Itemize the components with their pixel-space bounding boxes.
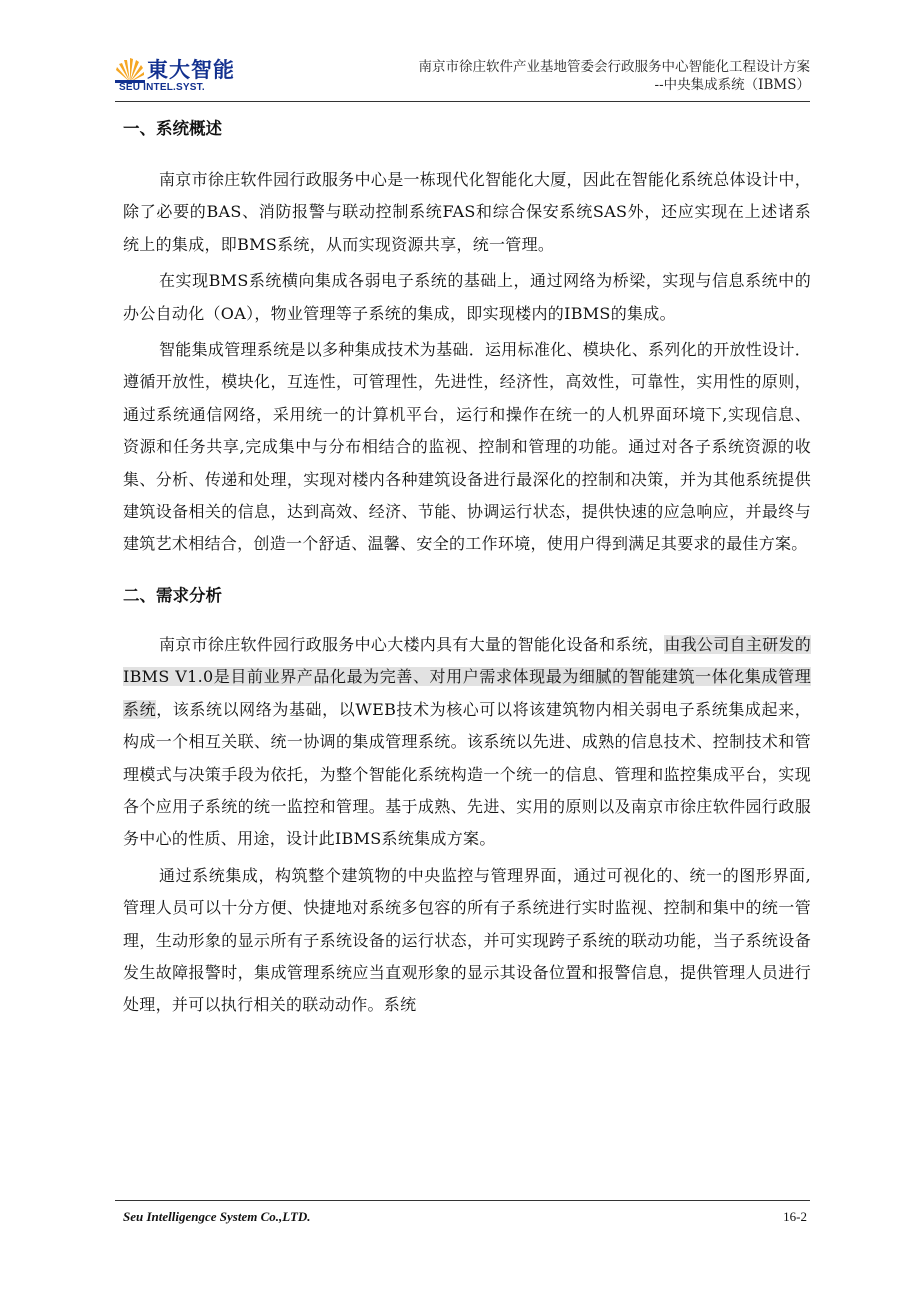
section-heading-overview: 一、系统概述 (123, 119, 222, 138)
logo-english-name: SEU INTEL.SYST. (119, 82, 205, 93)
highlighted-text: 由我公司自主研发的IBMS V1.0是目前业界产品化最为完善、对用户需求体现最为细腻的智能建筑一体化集成管理系统 (123, 634, 812, 719)
paragraph: 在实现BMS系统横向集成各弱电子系统的基础上，通过网络为桥梁，实现与信息系统中的办公自动化（OA），物业管理等子系统的集成，即实现楼内的IBMS的集成。 (123, 271, 811, 323)
document-title (419, 58, 811, 94)
footer-company-name: Seu Intelligengce System Co.,LTD. (123, 1209, 311, 1224)
paragraph: 通过系统集成，构筑整个建筑物的中央监控与管理界面，通过可视化的、统一的图形界面,管理人员可以十分方便、快捷地对系统多包容的所有子系统进行实时监视、控制和集中的统一管理，生动形象的显示所有子系统设备的运行状态，并可实现跨子系统的联动功能，当子系统设备发生故障报警时，集成管理系统应当直观形象的显示其设备位置和报警信息，提供管理人员进行处理，并可以执行相关的联动动作。系统 (123, 865, 811, 1015)
header-divider (115, 101, 810, 102)
paragraph-text: 南京市徐庄软件园行政服务中心大楼内具有大量的智能化设备和系统， (159, 634, 665, 654)
footer-divider (115, 1200, 810, 1201)
paragraph: 南京市徐庄软件园行政服务中心是一栋现代化智能化大厦，因此在智能化系统总体设计中，除了必要的BAS、消防报警与联动控制系统FAS和综合保安系统SAS外，还应实现在上述诸系统上的集成，即BMS系统，从而实现资源共享，统一管理。 (123, 170, 812, 254)
document-title-line2: --中央集成系统（IBMS） (654, 77, 810, 93)
page-header (115, 48, 810, 100)
section-heading-requirements: 二、需求分析 (123, 585, 222, 605)
paragraph: 智能集成管理系统是以多种集成技术为基础．运用标准化、模块化、系列化的开放性设计．遵循开放性，模块化，互连性，可管理性，先进性，经济性，高效性，可靠性，实用性的原则，通过系统通信网络，采用统一的计算机平台，运行和操作在统一的人机界面环境下,实现信息、资源和任务共享,完成集中与分布相结合的监视、控制和管理的功能。通过对各子系统资源的收集、分析、传递和处理，实现对楼内各种建筑设备进行最深化的控制和决策，并为其他系统提供建筑设备相关的信息，达到高效、经济、节能、协调运行状态，提供快速的应急响应，并最终与建筑艺术相结合，创造一个舒适、温馨、安全的工作环境，使用户得到满足其要求的最佳方案。 (123, 340, 812, 554)
document-body (123, 108, 811, 1026)
paragraph (123, 629, 811, 856)
document-title-line1: 南京市徐庄软件产业基地管委会行政服务中心智能化工程设计方案 (418, 59, 810, 75)
company-logo (115, 56, 245, 96)
logo-chinese-name: 東大智能 (147, 58, 235, 82)
paragraph-text: ，该系统以网络为基础，以WEB技术为核心可以将该建筑物内相关弱电子系统集成起来，构成一个相互关联、统一协调的集成管理系统。该系统以先进、成熟的信息技术、控制技术和管理模式与决策手段为依托，为整个智能化系统构造一个统一的信息、管理和监控集成平台，实现各个应用子系统的统一监控和管理。基于成熟、先进、实用的原则以及南京市徐庄软件园行政服务中心的性质、用途，设计此IBMS系统集成方案。 (123, 699, 811, 849)
page-number: 16-2 (783, 1209, 807, 1224)
